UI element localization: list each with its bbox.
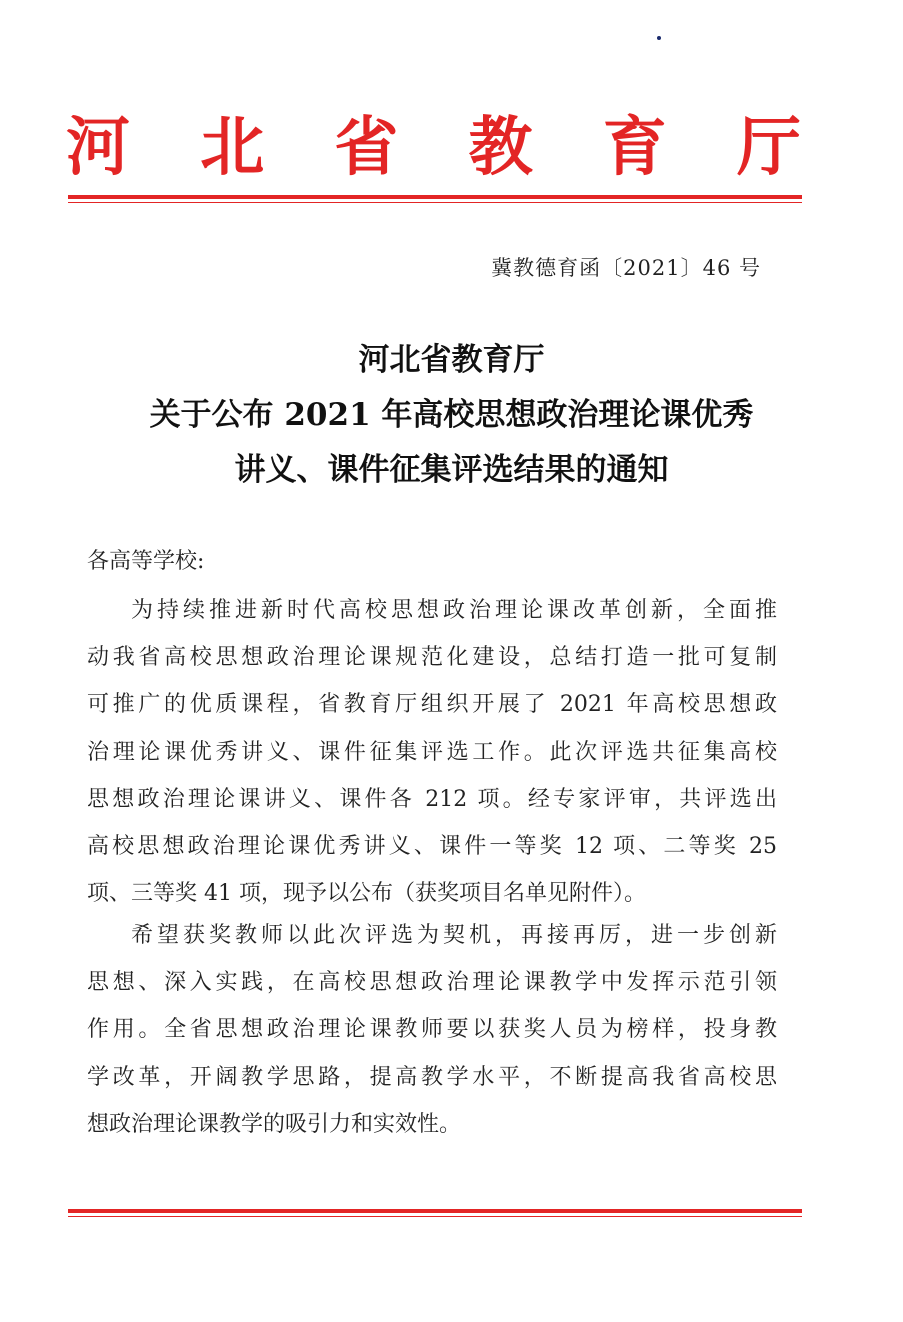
footer-rule-thin	[68, 1216, 802, 1217]
header-rule-thin	[68, 202, 802, 203]
masthead-char: 北	[200, 111, 265, 185]
body-paragraph	[87, 587, 777, 917]
masthead-title	[66, 103, 801, 193]
title-line: 讲义、课件征集评选结果的通知	[234, 452, 669, 488]
document-title	[60, 333, 843, 498]
masthead-char: 教	[468, 111, 533, 185]
masthead-char: 厅	[736, 111, 801, 185]
paragraph-line: 想政治理论课教学的吸引力和实效性。	[87, 1111, 462, 1137]
masthead-char: 河	[66, 111, 130, 185]
salutation: 各高等学校:	[87, 549, 205, 574]
paragraph-line: 思想政治理论课讲义、课件各 212 项。经专家评审，共评选出	[87, 786, 777, 812]
ink-speck	[657, 36, 661, 40]
header-rule-thick	[68, 195, 802, 199]
paragraph-line: 高校思想政治理论课优秀讲义、课件一等奖 12 项、二等奖 25	[87, 834, 777, 860]
footer-rule-thick	[68, 1209, 802, 1213]
document-number: 冀教德育函〔2021〕46 号	[491, 256, 761, 280]
title-line: 河北省教育厅	[358, 342, 545, 378]
paragraph-line: 可推广的优质课程，省教育厅组织开展了 2021 年高校思想政	[87, 692, 777, 718]
paragraph-line: 学改革，开阔教学思路，提高教学水平，不断提高我省高校思	[87, 1064, 777, 1090]
paragraph-line: 希望获奖教师以此次评选为契机，再接再厉，进一步创新	[131, 923, 777, 948]
masthead-char: 省	[334, 111, 399, 185]
paragraph-line: 作用。全省思想政治理论课教师要以获奖人员为榜样，投身教	[87, 1017, 777, 1043]
title-line: 关于公布 2021 年高校思想政治理论课优秀	[149, 397, 754, 433]
paragraph-line: 动我省高校思想政治理论课规范化建设，总结打造一批可复制	[87, 645, 777, 671]
paragraph-line: 思想、深入实践，在高校思想政治理论课教学中发挥示范引领	[87, 970, 777, 996]
masthead-char: 育	[602, 111, 667, 185]
paragraph-line: 治理论课优秀讲义、课件征集评选工作。此次评选共征集高校	[87, 739, 777, 765]
body-paragraph	[87, 912, 777, 1148]
paragraph-line: 为持续推进新时代高校思想政治理论课改革创新，全面推	[131, 598, 777, 623]
paragraph-line: 项、三等奖 41 项，现予以公布（获奖项目名单见附件）。	[87, 881, 646, 907]
